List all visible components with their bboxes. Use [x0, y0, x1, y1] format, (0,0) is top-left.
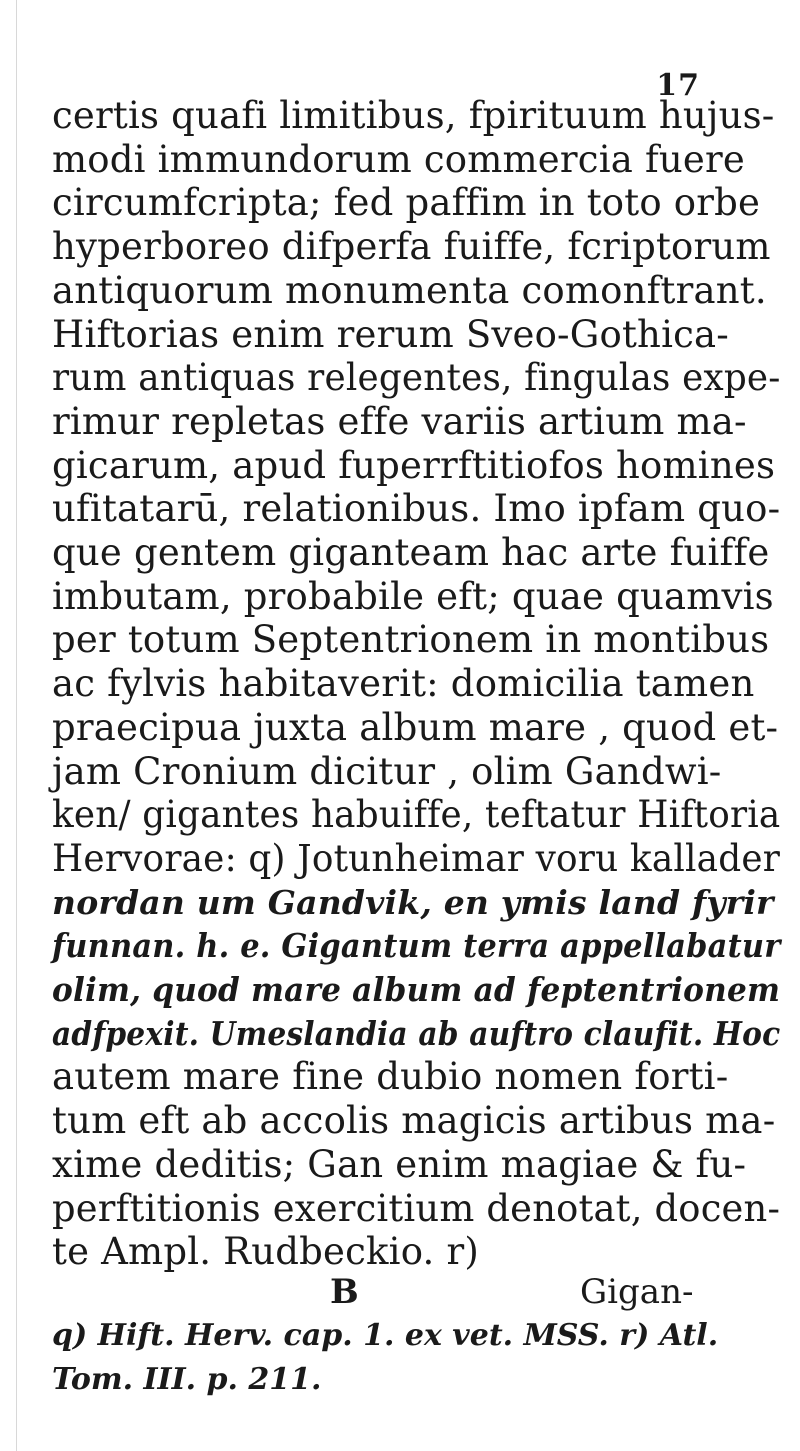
text-line: gicarum, apud fuperrftitiofos homines	[52, 443, 776, 487]
text-line: perftitionis exercitium denotat, docen-	[52, 1186, 781, 1230]
text-line: Hervorae: q) Jotunheimar voru kallader	[52, 836, 781, 880]
text-line: funnan. h. e. Gigantum terra appellabatur	[52, 926, 781, 966]
text-line: praecipua juxta album mare , quod et-	[52, 705, 779, 749]
text-line: jam Cronium dicitur , olim Gandwi-	[52, 749, 722, 793]
text-line: modi immundorum commercia fuere	[52, 137, 745, 181]
text-line: hyperboreo difperfa fuiffe, fcriptorum	[52, 225, 771, 269]
text-line: autem mare fine dubio nomen forti-	[52, 1055, 729, 1099]
page-number: 17	[656, 68, 700, 103]
page-gutter	[16, 0, 17, 1451]
text-line: ufitatarū, relationibus. Imo ipfam quo-	[52, 487, 781, 531]
text-line: olim, quod mare album ad feptentrionem	[52, 970, 781, 1009]
text-line: rum antiquas relegentes, fingulas expe-	[52, 356, 781, 400]
text-line: circumfcripta; fed paffim in toto orbe	[52, 181, 761, 225]
text-line: adfpexit. Umeslandia ab auftro claufit. Hoc	[52, 1013, 781, 1053]
text-line: ken/ gigantes habuiffe, teftatur Hiftoria	[52, 793, 781, 837]
footnote-line: q) Hift. Herv. cap. 1. ex vet. MSS. r) Atl.	[52, 1318, 719, 1353]
text-line: certis quafi limitibus, fpirituum hujus-	[52, 94, 775, 137]
text-line: antiquorum monumenta comonftrant.	[52, 268, 767, 312]
catchword: Gigan-	[580, 1272, 694, 1312]
text-line: Hiftorias enim rerum Sveo-Gothica-	[52, 312, 729, 356]
text-line: te Ampl. Rudbeckio. r)	[52, 1230, 479, 1274]
text-line: nordan um Gandvik, en ymis land fyrir	[52, 882, 774, 922]
footnote-line: Tom. III. p. 211.	[52, 1362, 322, 1397]
text-line: tum eft ab accolis magicis artibus ma-	[52, 1099, 776, 1143]
text-line: per totum Septentrionem in montibus	[52, 618, 770, 662]
text-line: rimur repletas effe variis artium ma-	[52, 399, 747, 443]
signature-mark: B	[330, 1272, 359, 1312]
text-line: ac fylvis habitaverit: domicilia tamen	[52, 662, 755, 706]
text-line: xime deditis; Gan enim magiae & fu-	[52, 1142, 747, 1186]
text-line: imbutam, probabile eft; quae quamvis	[52, 574, 774, 618]
text-line: que gentem giganteam hac arte fuiffe	[52, 531, 770, 574]
